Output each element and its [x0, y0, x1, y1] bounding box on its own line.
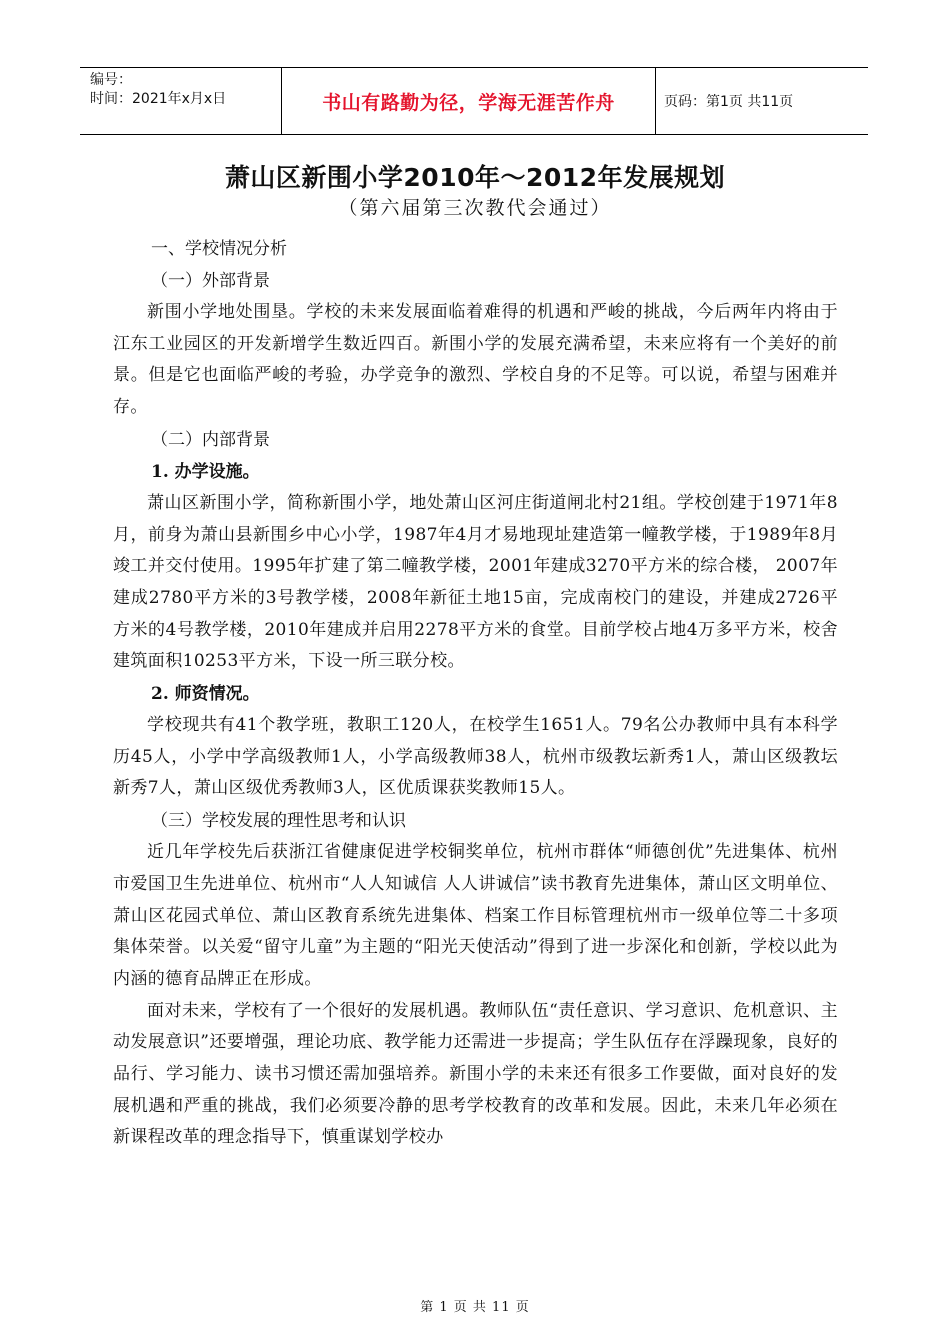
- subsection-heading: （三）学校发展的理性思考和认识: [151, 811, 406, 832]
- header-page-info: 页码：第1页 共11页: [664, 94, 794, 110]
- item-heading: 2. 师资情况。: [151, 684, 260, 705]
- header-motto: 书山有路勤为径，学海无涯苦作舟: [282, 68, 656, 134]
- number-label: 编号：: [90, 72, 132, 88]
- paragraph: 学校现共有41个教学班，教职工120人，在校学生1651人。79名公办教师中具有本科学历45人，小学中学高级教师1人，小学高级教师38人，杭州市级教坛新秀1人，萧山区级教坛新秀7人，萧山区级优秀教师3人，区优质课获奖教师15人。: [113, 715, 838, 799]
- page-footer: 第 1 页 共 11 页: [420, 1300, 530, 1315]
- paragraph: 萧山区新围小学，简称新围小学，地处萧山区河庄街道闸北村21组。学校创建于1971年8月，前身为萧山县新围乡中心小学，1987年4月才易地现址建造第一幢教学楼，于1989年8月竣工并交付使用。1995年扩建了第二幢教学楼，2001年建成3270平方米的综合楼， 2007年建成2780平方米的3号教学楼，2008年新征土地15亩，完成南校门的建设，并建成2726平方米的4号教学楼，2010年建成并启用2278平方米的食堂。目前学校占地4万多平方米，校舍建筑面积10253平方米，下设一所三联分校。: [113, 492, 838, 672]
- document-title: 萧山区新围小学2010年～2012年发展规划: [224, 163, 726, 192]
- paragraph: 近几年学校先后获浙江省健康促进学校铜奖单位，杭州市群体“师德创优”先进集体、杭州市爱国卫生先进单位、杭州市“人人知诚信 人人讲诚信”读书教育先进集体，萧山区文明单位、萧山区花园式单位、萧山区教育系统先进集体、档案工作目标管理杭州市一级单位等二十多项集体荣誉。以关爱“留守儿童”为主题的“阳光天使活动”得到了进一步深化和创新，学校以此为内涵的德育品牌正在形成。: [113, 842, 838, 989]
- time-label: 时间：2021年x月x日: [90, 91, 227, 107]
- subsection-heading: （一）外部背景: [151, 271, 270, 291]
- document-body: [113, 233, 838, 1154]
- document-subtitle: （第六届第三次教代会通过）: [338, 197, 612, 219]
- item-heading: 1. 办学设施。: [151, 461, 260, 482]
- section-heading: 一、学校情况分析: [151, 239, 287, 259]
- paragraph: 面对未来，学校有了一个很好的发展机遇。教师队伍“责任意识、学习意识、危机意识、主动发展意识”还要增强，理论功底、教学能力还需进一步提高；学生队伍存在浮躁现象，良好的品行、学习能力、读书习惯还需加强培养。新围小学的未来还有很多工作要做，面对良好的发展机遇和严重的挑战，我们必须要冷静的思考学校教育的改革和发展。因此，未来几年必须在新课程改革的理念指导下，慎重谋划学校办: [113, 1000, 838, 1148]
- subsection-heading: （二）内部背景: [151, 429, 270, 450]
- page-header: [80, 67, 868, 135]
- paragraph: 新围小学地处围垦。学校的未来发展面临着难得的机遇和严峻的挑战，今后两年内将由于江东工业园区的开发新增学生数近四百。新围小学的发展充满希望，未来应将有一个美好的前景。但是它也面临严峻的考验，办学竞争的激烈、学校自身的不足等。可以说，希望与困难并存。: [113, 302, 838, 418]
- header-meta: [80, 68, 282, 134]
